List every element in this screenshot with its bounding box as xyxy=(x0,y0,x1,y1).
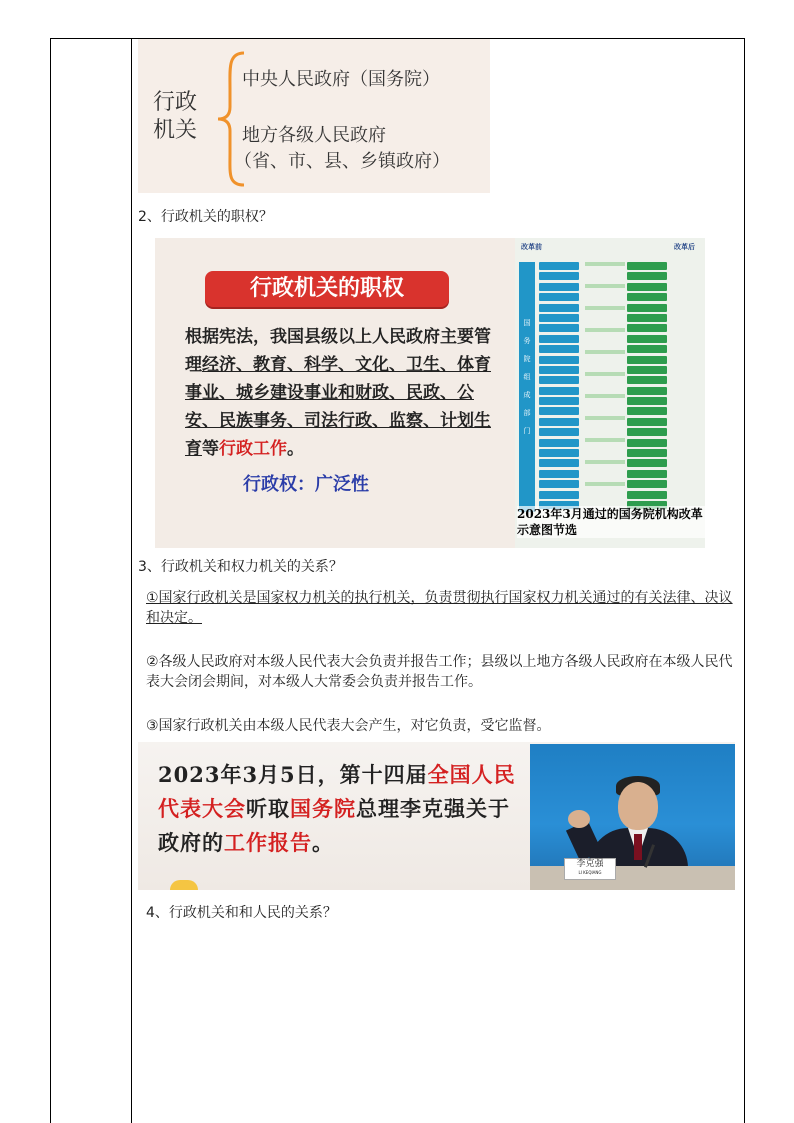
diagram-after-cell xyxy=(627,293,667,301)
smiley-icon xyxy=(170,880,198,890)
diagram-after-column xyxy=(627,262,667,511)
reform-diagram xyxy=(515,238,705,548)
para-lead: 根据宪法，我国县级以上人民政府主要管理 xyxy=(185,327,491,375)
executive-power-label: 行政权：广泛性 xyxy=(243,474,369,495)
local-government-levels-label: （省、市、县、乡镇政府） xyxy=(234,151,450,172)
diagram-before-cell xyxy=(539,397,579,405)
npc-report-text xyxy=(158,758,518,860)
premier-photo xyxy=(530,744,735,890)
diagram-before-cell xyxy=(539,491,579,499)
photo-tie xyxy=(634,834,642,860)
question-2: 2、行政机关的职权？ xyxy=(138,209,273,225)
diagram-after-cell xyxy=(627,491,667,499)
diagram-before-cell xyxy=(539,283,579,291)
diagram-link xyxy=(585,328,625,332)
table-right-border xyxy=(744,38,745,1123)
diagram-after-cell xyxy=(627,480,667,488)
table-column-divider xyxy=(131,38,132,1123)
diagram-link xyxy=(585,394,625,398)
diagram-after-cell xyxy=(627,262,667,270)
question-4: 4、行政机关和和人民的关系？ xyxy=(146,905,337,921)
diagram-before-cell xyxy=(539,262,579,270)
para-underlined: 经济、教育、科学、文化、卫生、体育事业、城乡建设事业和财政、民政、公安、民族事务、司法行政、监察、计划生育 xyxy=(185,355,491,459)
diagram-after-cell xyxy=(627,324,667,332)
photo-hand xyxy=(568,810,590,828)
diagram-side-char: 成 xyxy=(523,391,531,399)
diagram-before-cell xyxy=(539,449,579,457)
para-mid: 等 xyxy=(202,439,219,459)
diagram-caption: 2023年3月通过的国务院机构改革示意图节选 xyxy=(517,506,705,538)
diagram-side-char: 院 xyxy=(523,355,531,363)
nameplate-en: LI KEQIANG xyxy=(578,870,602,875)
report-text-2: 听取 xyxy=(246,796,290,821)
diagram-before-cell xyxy=(539,293,579,301)
diagram-before-column xyxy=(539,262,579,511)
diagram-after-cell xyxy=(627,470,667,478)
diagram-link xyxy=(585,350,625,354)
powers-banner: 行政机关的职权 xyxy=(205,271,449,307)
report-text-end: 。 xyxy=(312,830,334,855)
diagram-link xyxy=(585,284,625,288)
photo-desk xyxy=(530,866,735,890)
point-2: ②各级人民政府对本级人民代表大会负责并报告工作；县级以上地方各级人民政府在本级人民代表大会闭会期间，对本级人大常委会负责并报告工作。 xyxy=(146,654,733,690)
diagram-link xyxy=(585,460,625,464)
para-highlight: 行政工作 xyxy=(219,439,287,459)
diagram-before-cell xyxy=(539,366,579,374)
diagram-before-cell xyxy=(539,428,579,436)
diagram-before-cell xyxy=(539,439,579,447)
diagram-after-cell xyxy=(627,356,667,364)
para-end: 。 xyxy=(287,439,304,459)
report-text-1: 2023年3月5日，第十四届 xyxy=(158,762,428,787)
diagram-before-cell xyxy=(539,459,579,467)
photo-head xyxy=(618,782,658,830)
diagram-after-cell xyxy=(627,283,667,291)
diagram-link xyxy=(585,306,625,310)
diagram-links xyxy=(585,262,625,504)
diagram-link xyxy=(585,262,625,266)
point-1-text: ①国家行政机关是国家权力机关的执行机关，负责贯彻执行国家权力机关通过的有关法律、决议和决定。 xyxy=(146,590,733,626)
diagram-after-cell xyxy=(627,418,667,426)
administrative-organs-figure xyxy=(138,39,490,193)
diagram-after-cell xyxy=(627,366,667,374)
diagram-side-char: 组 xyxy=(523,373,531,381)
diagram-link xyxy=(585,438,625,442)
report-work-report: 工作报告 xyxy=(224,830,312,855)
diagram-side-char: 部 xyxy=(523,409,531,417)
diagram-after-cell xyxy=(627,314,667,322)
diagram-before-cell xyxy=(539,272,579,280)
diagram-after-cell xyxy=(627,304,667,312)
diagram-before-cell xyxy=(539,324,579,332)
diagram-after-cell xyxy=(627,459,667,467)
diagram-before-cell xyxy=(539,345,579,353)
diagram-before-cell xyxy=(539,314,579,322)
table-left-border xyxy=(50,38,51,1123)
diagram-before-cell xyxy=(539,376,579,384)
local-government-label: 地方各级人民政府 xyxy=(242,125,386,146)
point-3: ③国家行政机关由本级人民代表大会产生，对它负责，受它监督。 xyxy=(146,718,551,734)
point-1 xyxy=(146,588,738,628)
diagram-after-cell xyxy=(627,272,667,280)
npc-report-figure xyxy=(138,742,735,890)
diagram-before-cell xyxy=(539,387,579,395)
central-government-label: 中央人民政府（国务院） xyxy=(242,69,440,90)
diagram-after-cell xyxy=(627,439,667,447)
report-state-council: 国务院 xyxy=(290,796,356,821)
diagram-after-cell xyxy=(627,428,667,436)
diagram-side-char: 国 xyxy=(523,319,531,327)
powers-figure xyxy=(155,238,705,548)
diagram-link xyxy=(585,482,625,486)
diagram-before-cell xyxy=(539,418,579,426)
diagram-before-cell xyxy=(539,470,579,478)
diagram-side-char: 门 xyxy=(523,427,531,435)
diagram-before-cell xyxy=(539,407,579,415)
diagram-before-cell xyxy=(539,304,579,312)
report-text-3: 总理李克强关于政府的 xyxy=(158,796,510,855)
nameplate-cn: 李克强 xyxy=(576,859,604,869)
figure1-left-term: 行政机关 xyxy=(153,90,198,143)
diagram-link xyxy=(585,416,625,420)
diagram-before-cell xyxy=(539,335,579,343)
diagram-before-cell xyxy=(539,480,579,488)
diagram-before-cell xyxy=(539,356,579,364)
question-3: 3、行政机关和权力机关的关系？ xyxy=(138,559,343,575)
report-npc: 全国人民代表大会 xyxy=(158,762,516,821)
nameplate xyxy=(564,858,616,880)
diagram-after-cell xyxy=(627,345,667,353)
diagram-side-bar xyxy=(519,262,535,512)
diagram-side-char: 务 xyxy=(523,337,531,345)
powers-paragraph xyxy=(185,323,505,463)
diagram-after-cell xyxy=(627,397,667,405)
diagram-link xyxy=(585,372,625,376)
diagram-before-label: 改革前 xyxy=(521,243,542,251)
diagram-after-cell xyxy=(627,376,667,384)
diagram-side-label xyxy=(519,314,535,440)
diagram-after-cell xyxy=(627,449,667,457)
diagram-after-cell xyxy=(627,387,667,395)
diagram-after-cell xyxy=(627,335,667,343)
diagram-after-label: 改革后 xyxy=(674,243,695,251)
diagram-after-cell xyxy=(627,407,667,415)
